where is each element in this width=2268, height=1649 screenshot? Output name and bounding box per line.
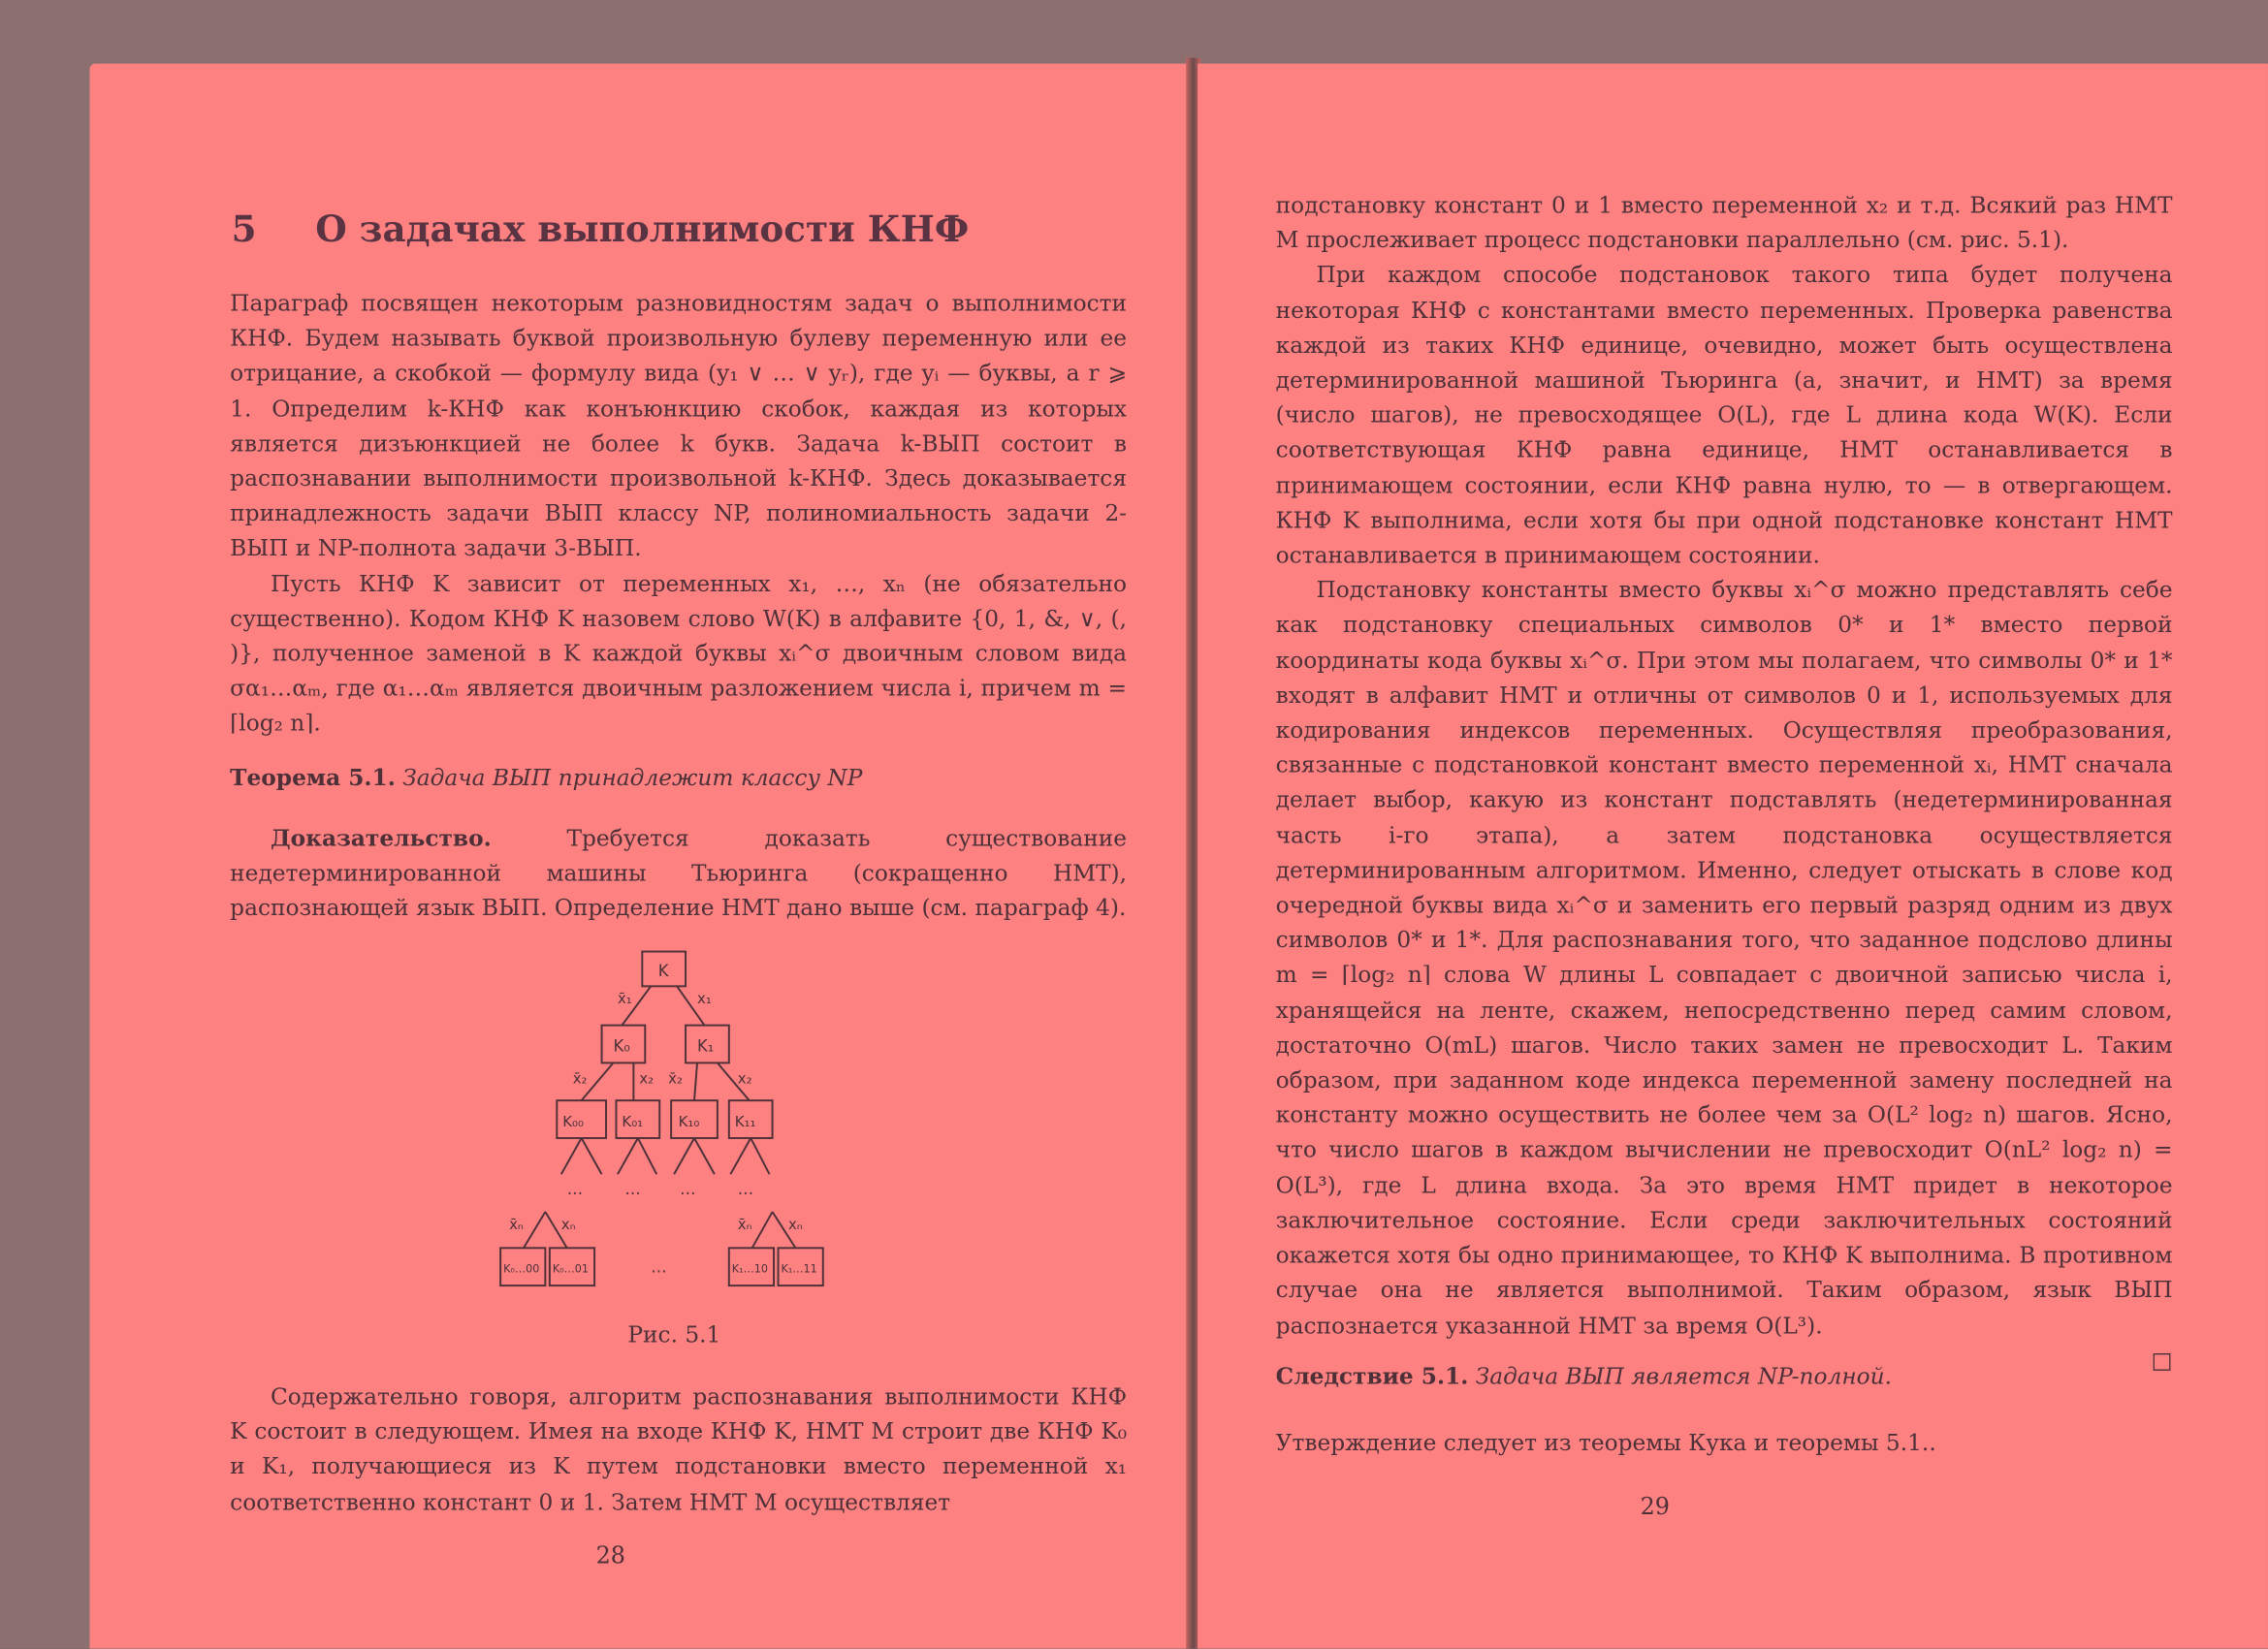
chapter-number: 5 xyxy=(231,207,257,251)
paragraph: При каждом способе подстановок такого типа будет получена некоторая КНФ с константами вместо переменных. Проверка равенства каждой из таких КНФ единице, очевидно, может быть осуществлена детерминированной машиной Тьюринга (а, значит, и НМТ) за время (число шагов), не превосходящее O(L), где L длина кода W(K). Если соответствующая КНФ равна единице, НМТ останавливается в принимающем состоянии, если КНФ равна нулю, то — в отвергающем. КНФ K выполнима, если хотя бы при одной подстановке констант НМТ останавливается в принимающем состоянии. xyxy=(1275,262,2173,569)
corollary-block xyxy=(1276,1359,2173,1394)
node-label: K₀ xyxy=(613,1036,630,1056)
chapter-title: О задачах выполнимости КНФ xyxy=(315,207,970,251)
edge-label: xₙ xyxy=(787,1215,803,1233)
paragraph: подстановку констант 0 и 1 вместо переменной x₂ и т.д. Всякий раз НМТ M прослеживает процесс подстановки параллельно (см. рис. 5.1). xyxy=(1275,192,2173,254)
edge-label: x̄₂ xyxy=(668,1069,683,1088)
theorem-text: Задача ВЫП принадлежит классу NP xyxy=(402,765,863,791)
theorem-block xyxy=(230,761,1127,796)
node-label: K₀₁ xyxy=(622,1113,644,1131)
paragraph: Содержательно говоря, алгоритм распознавания выполнимости КНФ K состоит в следующем. Имея на входе КНФ K, НМТ M строит две КНФ K₀ и K₁, получающиеся из K путем подстановки вместо переменной x₁ соответственно констант 0 и 1. Затем НМТ M осуществляет xyxy=(230,1383,1128,1515)
node-label: K₀…01 xyxy=(552,1262,590,1276)
proof-text: Требуется доказать существование недетерминированной машины Тьюринга (сокращенно НМТ), распознающей язык ВЫП. Определение НМТ дано выше (см. параграф 4). xyxy=(230,825,1128,922)
node-label: K₁ xyxy=(696,1036,715,1056)
left-text-top xyxy=(230,286,1127,741)
right-text-main xyxy=(1276,188,2173,1379)
proof-block xyxy=(230,821,1127,926)
chapter-heading xyxy=(232,208,970,250)
qed-mark: □ xyxy=(2151,1347,2173,1374)
edge-label: x̄ₙ xyxy=(509,1215,524,1233)
edge-label: x₂ xyxy=(737,1069,752,1088)
ellipsis: … xyxy=(624,1180,641,1199)
left-text-bottom xyxy=(230,1379,1127,1519)
left-page xyxy=(89,64,1189,1649)
corollary-text: Задача ВЫП является NP-полной. xyxy=(1475,1363,1893,1390)
tree-figure xyxy=(480,946,856,1293)
right-page xyxy=(1198,64,2268,1649)
edge-label: x₂ xyxy=(639,1069,655,1088)
edge-label: xₙ xyxy=(560,1215,576,1233)
ellipsis: … xyxy=(680,1180,696,1199)
node-label: K₀…00 xyxy=(503,1262,540,1276)
paragraph: Утверждение следует из теоремы Кука и теоремы 5.1.. xyxy=(1275,1430,1936,1457)
figure-caption: Рис. 5.1 xyxy=(627,1321,721,1348)
edge-label: x₁ xyxy=(696,990,712,1008)
node-label: K xyxy=(657,961,669,980)
node-label: K₁₀ xyxy=(678,1113,700,1131)
node-label: K₁…11 xyxy=(781,1262,817,1276)
ellipsis: … xyxy=(566,1180,584,1199)
corollary-proof xyxy=(1276,1426,2173,1461)
edge-label: x̄ₙ xyxy=(737,1215,752,1233)
theorem-label: Теорема 5.1. xyxy=(230,763,396,791)
edge-label: x̄₁ xyxy=(617,990,632,1008)
node-label: K₁…10 xyxy=(731,1262,769,1276)
proof-label: Доказательство. xyxy=(270,824,492,852)
edge-label: x̄₂ xyxy=(572,1069,588,1088)
corollary-label: Следствие 5.1. xyxy=(1275,1362,1469,1390)
ellipsis: … xyxy=(737,1180,754,1199)
page-number: 28 xyxy=(595,1541,625,1570)
paragraph: Параграф посвящен некоторым разновидностям задач о выполнимости КНФ. Будем называть буквой произвольную булеву переменную или ее отрицание, а скобкой — формулу вида (y₁ ∨ … ∨ yᵣ), где yᵢ — буквы, а r ⩾ 1. Определим k-КНФ как конъюнкцию скобок, каждая из которых является дизъюнкцией не более k букв. Задача k-ВЫП состоит в распознавании выполнимости произвольной k-КНФ. Здесь доказывается принадлежность задачи ВЫП классу NP, полиномиальность задачи 2-ВЫП и NP-полнота задачи 3-ВЫП. xyxy=(230,290,1128,562)
ellipsis: … xyxy=(651,1257,667,1277)
page-number: 29 xyxy=(1640,1492,1670,1520)
node-label: K₁₁ xyxy=(734,1113,756,1131)
node-label: K₀₀ xyxy=(562,1113,585,1131)
paragraph: Пусть КНФ K зависит от переменных x₁, …, xₙ (не обязательно существенно). Кодом КНФ K назовем слово W(K) в алфавите {0, 1, &, ∨, (, )}, полученное заменой в K каждой буквы xᵢ^σ двоичным словом вида σα₁…αₘ, где α₁…αₘ является двоичным разложением числа i, причем m = ⌈log₂ n⌉. xyxy=(230,570,1128,737)
paragraph: Подстановку константы вместо буквы xᵢ^σ можно представлять себе как подстановку специальных символов 0* и 1* вместо первой координаты кода буквы xᵢ^σ. При этом мы полагаем, что символы 0* и 1* входят в алфавит НМТ и отличны от символов 0 и 1, используемых для кодирования индексов переменных. Осуществляя преобразования, связанные с подстановкой констант вместо переменной xᵢ, НМТ сначала делает выбор, какую из констант подставлять (недетерминированная часть i-го этапа), а затем подстановка осуществляется детерминированным алгоритмом. Именно, следует отыскать в слове код очередной буквы вида xᵢ^σ и заменить его первый разряд одним из двух символов 0* и 1*. Для распознавания того, что заданное подслово длины m = ⌈log₂ n⌉ слова W длины L совпадает с двоичной записью числа i, хранящейся на ленте, скажем, непосредственно перед самим словом, достаточно O(mL) шагов. Число таких замен не превосходит L. Таким образом, при заданном коде индекса переменной замену последней на константу можно осуществить не более чем за O(L² log₂ n) шагов. Ясно, что число шагов в каждом вычислении не превосходит O(nL² log₂ n) = O(L³), где L длина входа. За это время НМТ придет в некоторое заключительное состояние. Если среди заключительных состояний окажется хотя бы одно принимающее, то КНФ K выполнима. В противном случае она не является выполнимой. Таким образом, язык ВЫП распознается указанной НМТ за время O(L³). xyxy=(1275,577,2173,1339)
